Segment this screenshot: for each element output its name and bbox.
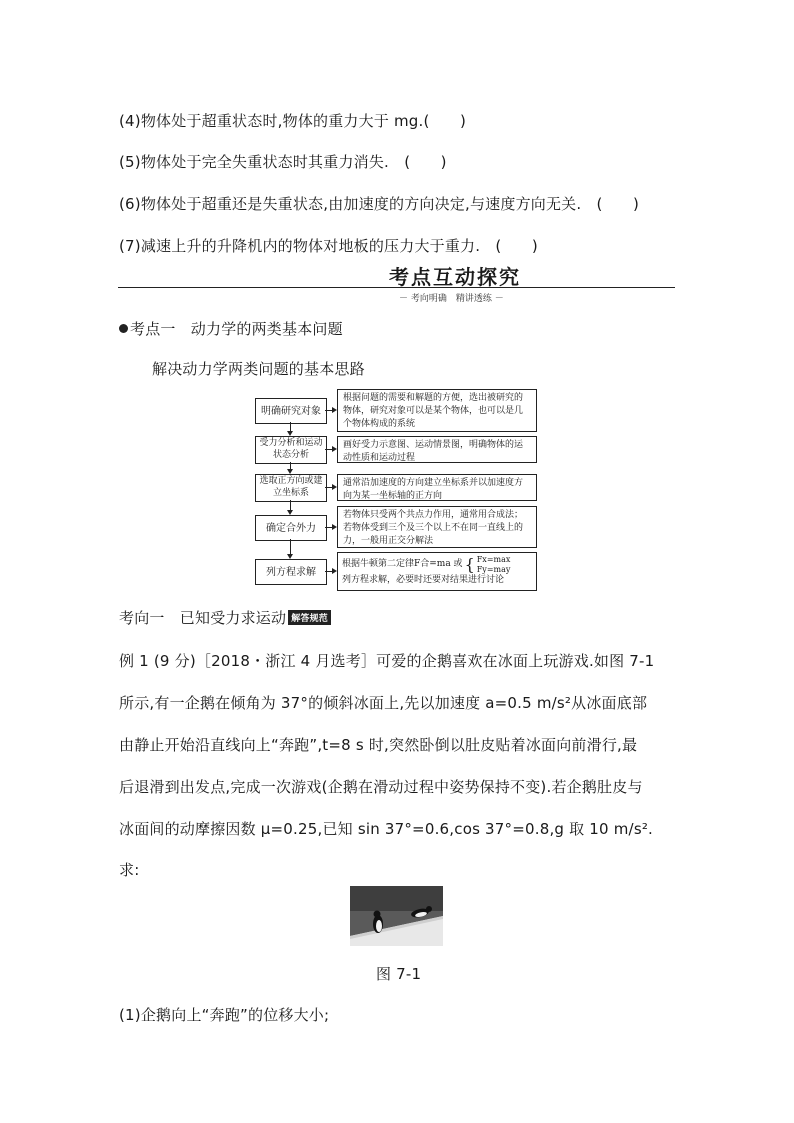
banner-title: 考点互动探究 [389,265,521,289]
example-line-6: 求: [119,861,140,879]
example-line-4: 后退滑到出发点,完成一次游戏(企鹅在滑动过程中姿势保持不变).若企鹅肚皮与 [119,778,643,796]
penguin-image [350,886,443,946]
example-line-1: 例 1 (9 分)［2018・浙江 4 月选考］可爱的企鹅喜欢在冰面上玩游戏.如图 7-1 [119,652,655,670]
item-4: (4)物体处于超重状态时,物体的重力大于 mg.( ) [119,112,466,130]
flow-step-4-box: 确定合外力 [255,515,327,541]
brace-icon: { [464,554,475,574]
arrow-down-icon [287,510,293,515]
arrow-down-icon [287,431,293,436]
banner-subtitle: － 考向明确 精讲透练 － [399,294,504,304]
flow-step-2-desc: 画好受力示意图、运动情景图，明确物体的运动性质和运动过程 [337,436,537,463]
arrow-down-icon [287,469,293,474]
penguin-figure [350,886,443,946]
example-line-5: 冰面间的动摩擦因数 μ=0.25,已知 sin 37°=0.6,cos 37°=0.8,g 取 10 m/s². [119,820,654,838]
example-line-3: 由静止开始沿直线向上“奔跑”,t=8 s 时,突然卧倒以肚皮贴着冰面向前滑行,最 [119,736,638,754]
section-heading [119,318,343,339]
flow-step-5-box: 列方程求解 [255,559,327,585]
flow-step-1-box: 明确研究对象 [255,398,327,424]
direction-badge: 解答规范 [288,610,331,625]
item-6: (6)物体处于超重还是失重状态,由加速度的方向决定,与速度方向无关. ( ) [119,195,640,213]
banner-rule [118,287,675,288]
section-heading-text: 考点一 动力学的两类基本问题 [130,320,343,338]
flow-step-3-desc: 通常沿加速度的方向建立坐标系并以加速度方向为某一坐标轴的正方向 [337,474,537,501]
flow-step-2-box: 受力分析和运动状态分析 [255,436,327,464]
example-line-2: 所示,有一企鹅在倾角为 37°的倾斜冰面上,先以加速度 a=0.5 m/s²从冰面底部 [119,694,648,712]
flow-step-3-box: 选取正方向或建立坐标系 [255,474,327,502]
flow-step-4-desc: 若物体只受两个共点力作用，通常用合成法；若物体受到三个及三个以上不在同一直线上的力，一般用正交分解法 [337,506,537,548]
figure-caption: 图 7-1 [376,965,422,983]
item-7: (7)减速上升的升降机内的物体对地板的压力大于重力. ( ) [119,237,538,255]
flow-eq-y: Fy=may [476,564,511,574]
flow-eq-x: Fx=max [476,555,511,564]
flow-step-5-desc-line1: 根据牛顿第二定律F合=ma 或 [342,559,463,570]
direction-heading [119,607,331,628]
arrow-down-icon [287,554,293,559]
question-1: (1)企鹅向上“奔跑”的位移大小; [119,1006,330,1024]
item-5: (5)物体处于完全失重状态时其重力消失. ( ) [119,153,447,171]
section-bullet-icon [119,324,128,333]
section-intro: 解决动力学两类问题的基本思路 [152,360,365,378]
direction-label: 考向一 已知受力求运动 [119,609,287,627]
flow-connector [290,539,291,555]
flow-step-5-desc [337,552,537,591]
flow-step-1-desc: 根据问题的需要和解题的方便，选出被研究的物体，研究对象可以是某个物体，也可以是几个物体构成的系统 [337,389,537,432]
flow-step-5-desc-line2: 列方程求解，必要时还要对结果进行讨论 [342,575,505,586]
